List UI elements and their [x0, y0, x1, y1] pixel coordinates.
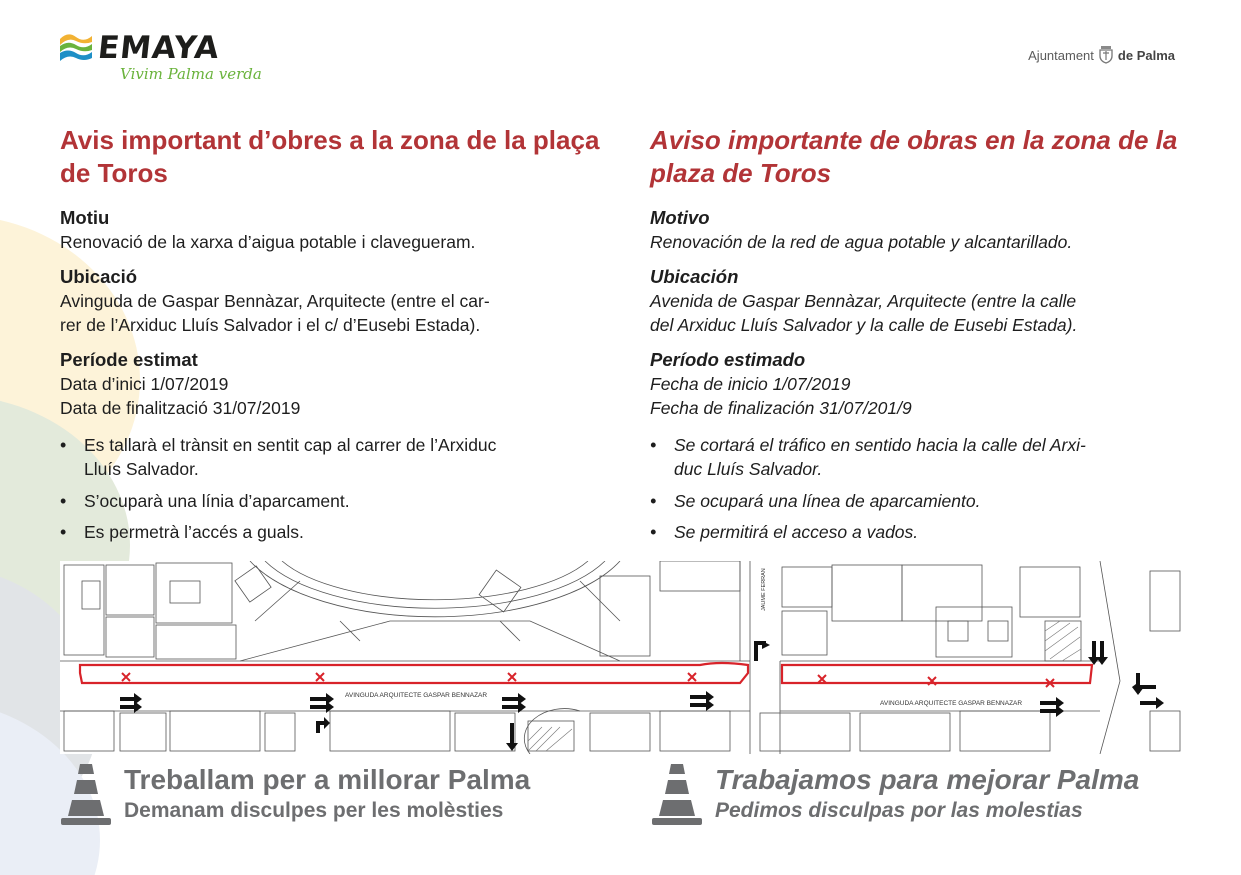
street-plan-drawing — [60, 561, 1182, 754]
street-plan-map — [60, 561, 1182, 754]
catalan-title: Avis important d’obres a la zona de la plaça de Toros — [60, 125, 600, 188]
catalan-data-fi: Data de finalització 31/07/2019 — [60, 398, 301, 418]
spanish-footer-sub: Pedimos disculpas por las molestias — [715, 799, 1083, 822]
spanish-footer-main: Trabajamos para mejorar Palma — [715, 764, 1140, 795]
catalan-ubicacio — [60, 265, 600, 338]
map-street-label-2: AVINGUDA ARQUITECTE GASPAR BENNAZAR — [880, 700, 1023, 707]
list-item: • Se ocupará una línea de aparcamiento. — [650, 489, 1190, 514]
ajuntament-label: Ajuntament — [1028, 47, 1094, 63]
list-item — [650, 433, 1190, 482]
ajuntament-city: de Palma — [1117, 47, 1175, 63]
emaya-waves-icon — [58, 31, 94, 65]
list-item: • Es permetrà l’accés a guals. — [60, 520, 600, 545]
traffic-cone-icon — [60, 762, 112, 826]
spanish-ubicacion — [650, 265, 1190, 338]
catalan-footer — [60, 762, 530, 826]
emaya-tagline: Vivim Palma verda — [120, 65, 262, 83]
catalan-motiu-heading: Motiu — [60, 207, 110, 228]
spanish-bullet1-line1: Se cortará el tráfico en sentido hacia la calle del Arxi- — [674, 434, 1086, 455]
spanish-periodo-heading: Período estimado — [650, 348, 806, 370]
catalan-bullet1-line1: Es tallarà el trànsit en sentit cap al carrer de l’Arxiduc — [84, 434, 497, 455]
spanish-fecha-inicio: Fecha de inicio 1/07/2019 — [650, 373, 851, 394]
palma-shield-icon — [1098, 46, 1114, 64]
spanish-title: Aviso importante de obras en la zona de la plaza de Toros — [650, 125, 1178, 188]
catalan-bullet-list — [60, 433, 600, 545]
map-street-label-1: AVINGUDA ARQUITECTE GASPAR BENNAZAR — [345, 692, 488, 699]
spanish-footer — [651, 762, 1139, 826]
spanish-ubicacion-line2: del Arxiduc Lluís Salvador y la calle de Eusebi Estada). — [650, 315, 1078, 335]
list-item: • S’ocuparà una línia d’aparcament. — [60, 489, 600, 514]
catalan-ubicacio-heading: Ubicació — [60, 265, 138, 287]
catalan-column — [60, 124, 600, 552]
emaya-wordmark: EMAYA — [96, 30, 222, 66]
ajuntament-logo — [1028, 46, 1175, 64]
emaya-logo — [58, 28, 268, 88]
spanish-bullet1-line2: duc Lluís Salvador. — [674, 459, 823, 479]
catalan-motiu-text: Renovació de la xarxa d’aigua potable i clavegueram. — [60, 232, 476, 252]
catalan-footer-main: Treballam per a millorar Palma — [124, 764, 531, 795]
catalan-ubicacio-line2: rer de l’Arxiduc Lluís Salvador i el c/ d’Eusebi Estada). — [60, 315, 481, 335]
spanish-ubicacion-heading: Ubicación — [650, 265, 739, 287]
list-item — [60, 433, 600, 482]
spanish-bullet-list — [650, 433, 1190, 545]
traffic-cone-icon — [651, 762, 703, 826]
spanish-periodo — [650, 348, 1190, 421]
spanish-motivo-heading: Motivo — [650, 207, 710, 228]
spanish-motivo — [650, 206, 1190, 255]
map-side-street-label: JAUME FERRAN — [761, 568, 767, 611]
spanish-fecha-fin: Fecha de finalización 31/07/201/9 — [650, 398, 912, 418]
catalan-ubicacio-line1: Avinguda de Gaspar Bennàzar, Arquitecte (entre el car- — [60, 290, 490, 311]
catalan-data-inici: Data d’inici 1/07/2019 — [60, 373, 229, 394]
traffic-arrow-icon — [120, 641, 1164, 751]
catalan-periode-heading: Període estimat — [60, 348, 198, 370]
catalan-footer-sub: Demanam disculpes per les molèsties — [124, 799, 504, 822]
catalan-motiu — [60, 206, 600, 255]
list-item: • Se permitirá el acceso a vados. — [650, 520, 1190, 545]
catalan-periode — [60, 348, 600, 421]
spanish-ubicacion-line1: Avenida de Gaspar Bennàzar, Arquitecte (entre la calle — [650, 290, 1077, 311]
catalan-bullet1-line2: Lluís Salvador. — [84, 459, 199, 479]
works-marker-icon — [122, 673, 1054, 687]
spanish-motivo-text: Renovación de la red de agua potable y alcantarillado. — [650, 232, 1073, 252]
spanish-column — [650, 124, 1190, 552]
